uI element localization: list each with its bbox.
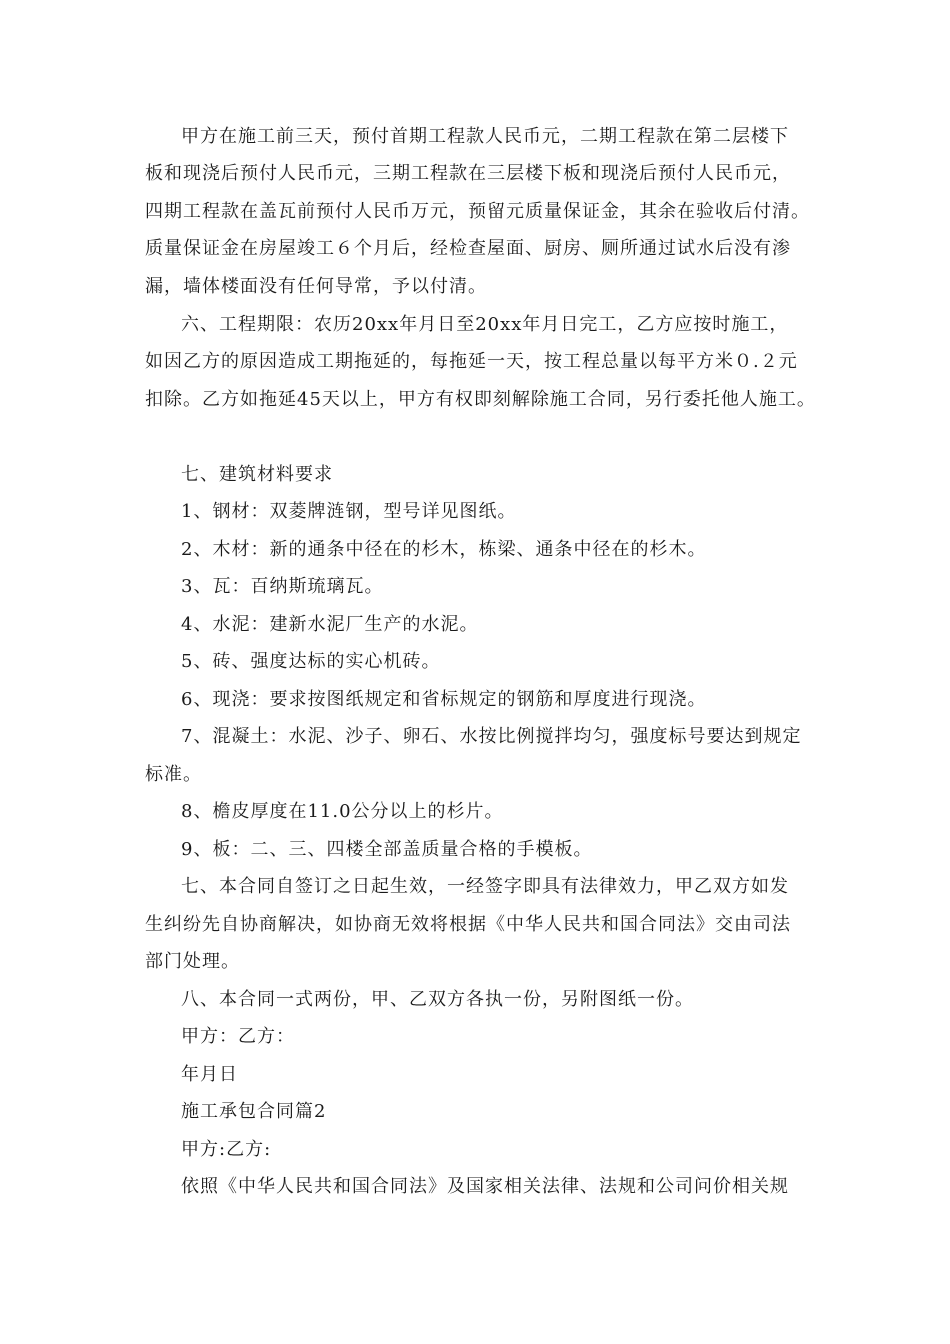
material-item-9: 9、板：二、三、四楼全部盖质量合格的手模板。: [181, 839, 593, 860]
material-item-7-cont: 标准。: [145, 764, 202, 785]
section5-line-5: 漏，墙体楼面没有任何导常，予以付清。: [145, 276, 487, 297]
date-line: 年月日: [181, 1064, 238, 1085]
material-item-7: 7、混凝土：水泥、沙子、卵石、水按比例搅拌均匀，强度标号要达到规定: [181, 726, 802, 747]
section6-line-1: 六、工程期限：农历20xx年月日至20xx年月日完工，乙方应按时施工，: [181, 314, 789, 335]
material-item-3: 3、瓦：百纳斯琉璃瓦。: [181, 576, 384, 597]
section6-line-2: 如因乙方的原因造成工期拖延的，每拖延一天，按工程总量以每平方米０.２元: [145, 351, 798, 372]
copies-clause: 八、本合同一式两份，甲、乙双方各执一份，另附图纸一份。: [181, 989, 694, 1010]
section7-heading: 七、建筑材料要求: [181, 464, 333, 485]
signature-line: 甲方：乙方：: [181, 1026, 295, 1047]
effective-clause-line-3: 部门处理。: [145, 951, 240, 972]
material-item-1: 1、钢材：双菱牌涟钢，型号详见图纸。: [181, 501, 517, 522]
contract2-intro: 依照《中华人民共和国合同法》及国家相关法律、法规和公司问价相关规: [181, 1176, 789, 1197]
section5-line-4: 质量保证金在房屋竣工６个月后，经检查屋面、厨房、厕所通过试水后没有渗: [145, 238, 791, 259]
contract2-title: 施工承包合同篇2: [181, 1101, 327, 1122]
material-item-2: 2、木材：新的通条中径在的杉木，栋梁、通条中径在的杉木。: [181, 539, 707, 560]
section5-line-2: 板和现浇后预付人民币元，三期工程款在三层楼下板和现浇后预付人民币元，: [145, 163, 791, 184]
material-item-4: 4、水泥：建新水泥厂生产的水泥。: [181, 614, 479, 635]
contract2-parties: 甲方:乙方:: [181, 1139, 272, 1160]
section5-line-3: 四期工程款在盖瓦前预付人民币万元，预留元质量保证金，其余在验收后付清。: [145, 201, 810, 222]
effective-clause-line-1: 七、本合同自签订之日起生效，一经签字即具有法律效力，甲乙双方如发: [181, 876, 789, 897]
material-item-6: 6、现浇：要求按图纸规定和省标规定的钢筋和厚度进行现浇。: [181, 689, 707, 710]
effective-clause-line-2: 生纠纷先自协商解决，如协商无效将根据《中华人民共和国合同法》交由司法: [145, 914, 791, 935]
material-item-8: 8、檐皮厚度在11.0公分以上的杉片。: [181, 801, 504, 822]
section6-line-3: 扣除。乙方如拖延45天以上，甲方有权即刻解除施工合同，另行委托他人施工。: [145, 389, 816, 410]
section5-line-1: 甲方在施工前三天，预付首期工程款人民币元，二期工程款在第二层楼下: [181, 126, 789, 147]
material-item-5: 5、砖、强度达标的实心机砖。: [181, 651, 441, 672]
